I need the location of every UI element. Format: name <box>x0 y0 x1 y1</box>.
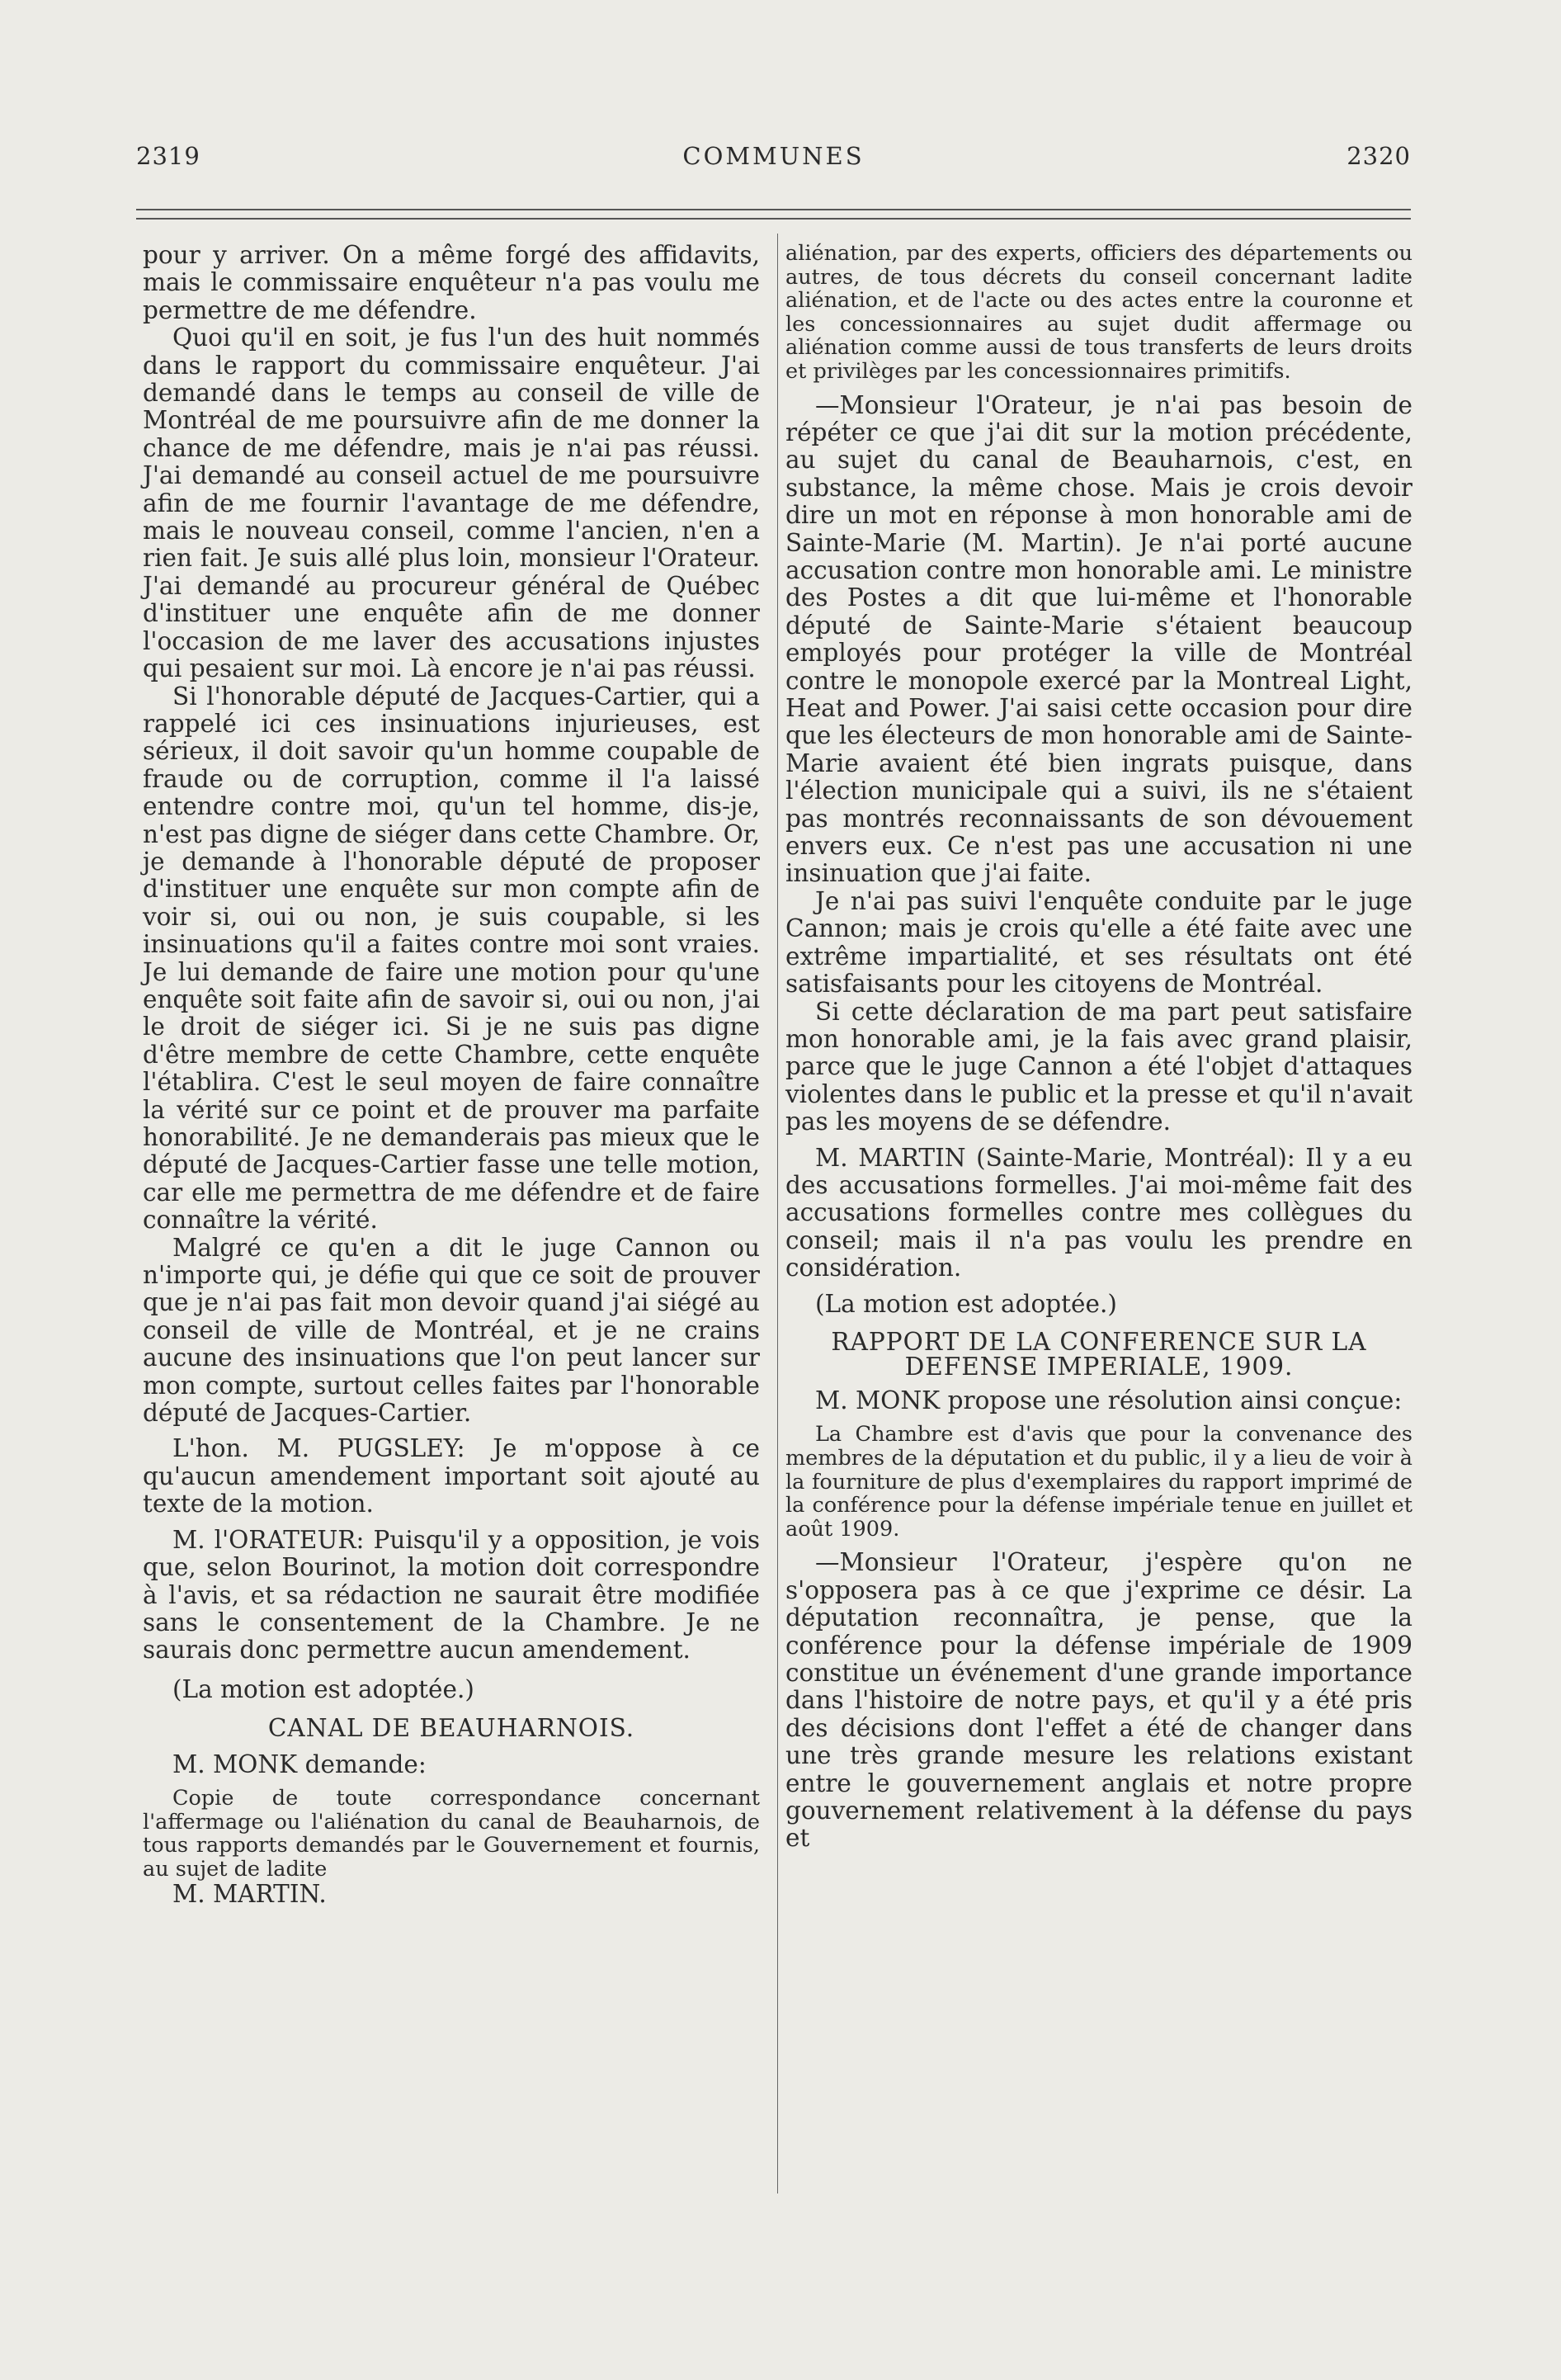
speaker-name: M. MARTIN. <box>172 1880 327 1909</box>
page-number-left: 2319 <box>136 142 200 170</box>
speaker-paragraph: L'hon. M. PUGSLEY: Je m'oppose à ce qu'aucun amendement important soit ajouté au texte de la motion. <box>143 1434 760 1518</box>
paragraph: Malgré ce qu'en a dit le juge Cannon ou n'importe qui, je défie qui que ce soit de prouver que je n'ai pas fait mon devoir quand j'ai siégé au conseil de ville de Montréal, et je ne crains aucune des insinuations que l'on peut lancer sur mon compte, surtout celles faites par l'honorable député de Jacques-Cartier. <box>143 1233 760 1428</box>
speaker-paragraph: M. l'ORATEUR: Puisqu'il y a opposition, je vois que, selon Bourinot, la motion doit correspondre à l'avis, et sa rédaction ne saurait être modifiée sans le consentement de la Chambre. Je ne saurais donc permettre aucun amendement. <box>143 1525 760 1665</box>
section-heading: CANAL DE BEAUHARNOIS. <box>267 1714 635 1743</box>
paragraph: Je n'ai pas suivi l'enquête conduite par le juge Cannon; mais je crois qu'elle a été faite avec une extrême impartialité, et ses résultats ont été satisfaisants pour les citoyens de Montréal. <box>785 886 1412 999</box>
left-column <box>143 242 760 1909</box>
paragraph: Quoi qu'il en soit, je fus l'un des huit nommés dans le rapport du commissaire enquêteur. J'ai demandé dans le temps au conseil de ville de Montréal de me poursuivre afin de me donner la chance de me défendre, mais je n'ai pas réussi. J'ai demandé au conseil actuel de me poursuivre afin de me fournir l'avantage de me défendre, mais le nouveau conseil, comme l'ancien, n'en a rien fait. Je suis allé plus loin, monsieur l'Orateur. J'ai demandé au procureur général de Québec d'instituer une enquête afin de me donner l'occasion de me laver des accusations injustes qui pesaient sur moi. Là encore je n'ai pas réussi. <box>143 323 760 683</box>
quoted-motion: aliénation, par des experts, officiers des départements ou autres, de tous décrets du conseil concernant ladite aliénation, et de l'acte ou des actes entre la couronne et les concessionnaires au sujet dudit affermage ou aliénation comme aussi de tous transferts de leurs droits et privilèges par les concessionnaires primitifs. <box>785 241 1412 384</box>
paragraph: Si l'honorable député de Jacques-Cartier, qui a rappelé ici ces insinuations injurieuses, est sérieux, il doit savoir qu'un homme coupable de fraude ou de corruption, comme il l'a laissé entendre contre moi, qu'un tel homme, dis-je, n'est pas digne de siéger dans cette Chambre. Or, je demande à l'honorable député de proposer d'instituer une enquête sur mon compte afin de voir si, oui ou non, je suis coupable, si les insinuations qu'il a faites contre moi sont vraies. Je lui demande de faire une motion pour qu'une enquête soit faite afin de savoir si, oui ou non, j'ai le droit de siéger ici. Si je ne suis pas digne d'être membre de cette Chambre, cette enquête l'établira. C'est le seul moyen de faire connaître la vérité sur ce point et de prouver ma parfaite honorabilité. Je ne demanderais pas mieux que le député de Jacques-Cartier fasse une telle motion, car elle me permettra de me défendre et de faire connaître la vérité. <box>143 682 760 1235</box>
header-rule-bottom <box>136 218 1411 220</box>
paragraph: —Monsieur l'Orateur, j'espère qu'on ne s'opposera pas à ce que j'exprime ce désir. La députation reconnaîtra, je pense, que la conférence pour la défense impériale de 1909 constitue un événement d'une grande importance dans l'histoire de notre pays, et qu'il y a été pris des décisions dont l'effet a été de changer dans une très grande mesure les relations existant entre le gouvernement anglais et notre propre gouvernement relativement à la défense du pays et <box>785 1548 1412 1853</box>
speaker-paragraph: M. MARTIN (Sainte-Marie, Montréal): Il y a eu des accusations formelles. J'ai moi-même fait des accusations formelles contre mes collègues du conseil; mais il n'a pas voulu les prendre en considération. <box>785 1143 1412 1282</box>
page-number-right: 2320 <box>1346 142 1411 170</box>
quoted-resolution: La Chambre est d'avis que pour la convenance des membres de la députation et du public, il y a lieu de voir à la fourniture de plus d'exemplaires du rapport imprimé de la conférence pour la défense impériale tenue en juillet et août 1909. <box>785 1422 1412 1542</box>
column-divider <box>777 234 778 2193</box>
motion-adopted: (La motion est adoptée.) <box>815 1289 1117 1318</box>
quoted-motion: Copie de toute correspondance concernant l'affermage ou l'aliénation du canal de Beauharnois, de tous rapports demandés par le Gouvernement et fournis, au sujet de ladite <box>143 1785 760 1882</box>
speaker-paragraph: M. MONK propose une résolution ainsi conçue: <box>815 1386 1403 1414</box>
page-header <box>136 142 1411 183</box>
section-heading: RAPPORT DE LA CONFERENCE SUR LA DEFENSE IMPERIALE, 1909. <box>831 1327 1367 1381</box>
paragraph: pour y arriver. On a même forgé des affidavits, mais le commissaire enquêteur n'a pas voulu me permettre de me défendre. <box>143 241 760 324</box>
right-column <box>785 242 1412 1853</box>
paragraph: Si cette déclaration de ma part peut satisfaire mon honorable ami, je la fais avec grand plaisir, parce que le juge Cannon a été l'objet d'attaques violentes dans le public et la presse et qu'il n'avait pas les moyens de se défendre. <box>785 997 1412 1136</box>
motion-adopted: (La motion est adoptée.) <box>172 1674 474 1703</box>
paragraph: —Monsieur l'Orateur, je n'ai pas besoin de répéter ce que j'ai dit sur la motion précédente, au sujet du canal de Beauharnois, c'est, en substance, la même chose. Mais je crois devoir dire un mot en réponse à mon honorable ami de Sainte-Marie (M. Martin). Je n'ai porté aucune accusation contre mon honorable ami. Le ministre des Postes a dit que lui-même et l'honorable député de Sainte-Marie s'étaient beaucoup employés pour protéger la ville de Montréal contre le monopole exercé par la Montreal Light, Heat and Power. J'ai saisi cette occasion pour dire que les électeurs de mon honorable ami de Sainte-Marie avaient été bien ingrats puisque, dans l'élection municipale qui a suivi, ils ne s'étaient pas montrés reconnaissants de son dévouement envers eux. Ce n'est pas une accusation ni une insinuation que j'ai faite. <box>785 390 1412 888</box>
header-rule-top <box>136 209 1411 210</box>
running-head: COMMUNES <box>682 142 865 170</box>
speaker-paragraph: M. MONK demande: <box>172 1750 427 1778</box>
